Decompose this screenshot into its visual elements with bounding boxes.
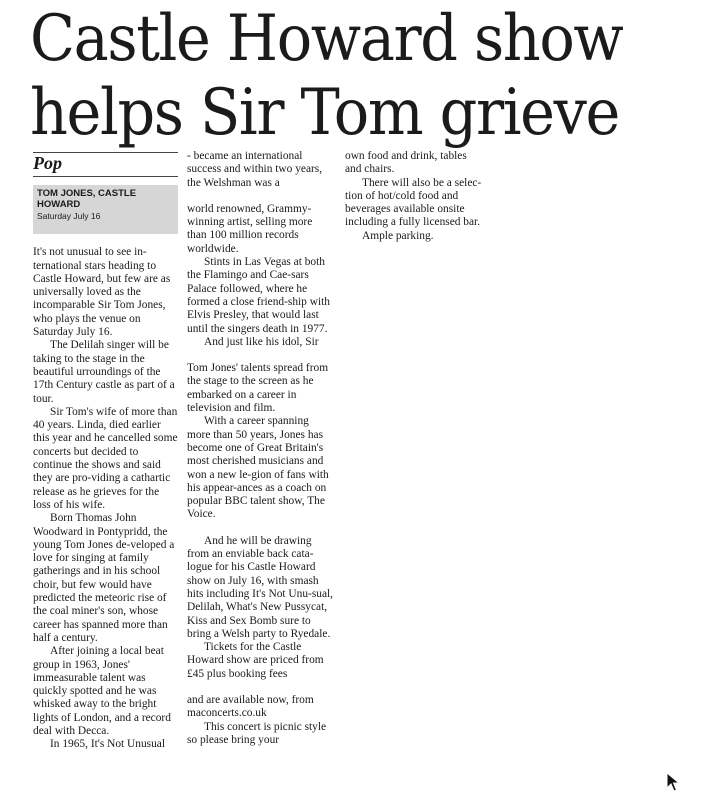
headline-line-1: Castle Howard show (30, 2, 623, 76)
paragraph: This concert is picnic style so please bring your (187, 720, 327, 746)
paragraph: In 1965, It's Not Unusual (50, 738, 166, 751)
paragraph: Tom Jones' talents spread from the stage to the screen as he embarked on a career in television and film. (187, 362, 329, 415)
paragraph: Tickets for the Castle Howard show are priced from £45 plus booking fees (187, 641, 324, 680)
headline-line-2: helps Sir Tom grieve (30, 76, 619, 150)
article-column-3 (345, 150, 485, 243)
event-date: Saturday July 16 (37, 211, 101, 222)
article-column-1 (33, 152, 178, 752)
mouse-pointer-icon (666, 772, 680, 792)
paragraph: After joining a local beat group in 1963, Jones' immeasurable talent was quickly spotted and he was whisked away to the bright lights of London, and a record deal with Decca. (33, 645, 171, 737)
paragraph: With a career spanning more than 50 years, Jones has become one of Great Britain's most cherished musicians and won a new le-gion of fans with his appear-ances as a coach on popular BBC talent show, The Voice. (187, 415, 329, 521)
paragraph: And just like his idol, Sir (204, 335, 319, 348)
paragraph: And he will be drawing from an enviable back cata-logue for his Castle Howard show on July 16, with smash hits including It's Not Unu-sual, Delilah, What's New Pussycat, Kiss and Sex Bomb sure to bring a Welsh party to Ryedale. (187, 534, 334, 640)
paragraph: own food and drink, tables and chairs. (345, 150, 467, 176)
paragraph: It's not unusual to see in-ternational stars heading to Castle Howard, but few are as universally loved as the incomparable Sir Tom Jones, who plays the venue on Saturday July 16. (33, 246, 171, 339)
article-column-2 (187, 150, 334, 747)
paragraph: Sir Tom's wife of more than 40 years. Linda, died earlier this year and he cancelled some concerts but decided to continue the shows and said they are pro-viding a cathartic release as he grieves for the loss of his wife. (33, 405, 178, 511)
paragraph: world renowned, Grammy-winning artist, selling more than 100 million records worldwide. (187, 202, 313, 255)
section-label: Pop (33, 153, 178, 177)
paragraph: The Delilah singer will be taking to the stage in the beautiful urroundings of the 17th Century castle as part of a tour. (33, 339, 175, 405)
paragraph: There will also be a selec-tion of hot/cold food and beverages available onsite including a fully licensed bar. (345, 176, 482, 229)
paragraph: and are available now, from maconcerts.co.uk (187, 693, 314, 720)
paragraph: - became an international success and within two years, the Welshman was a (187, 150, 323, 189)
paragraph: Stints in Las Vegas at both the Flamingo and Cae-sars Palace followed, where he formed a close friend-ship with Elvis Presley, that would last until the singers death in 1977. (187, 256, 330, 335)
paragraph: Ample parking. (362, 229, 434, 242)
event-title: TOM JONES, CASTLE HOWARD (37, 188, 137, 211)
event-info-box (33, 185, 178, 234)
paragraph: Born Thomas John Woodward in Pontypridd, the young Tom Jones de-veloped a love for singing at family gatherings and in his school choir, but few would have predicted the meteoric rise of the coal miner's son, whose career has spanned more than half a century. (33, 512, 175, 644)
headline (30, 2, 656, 150)
